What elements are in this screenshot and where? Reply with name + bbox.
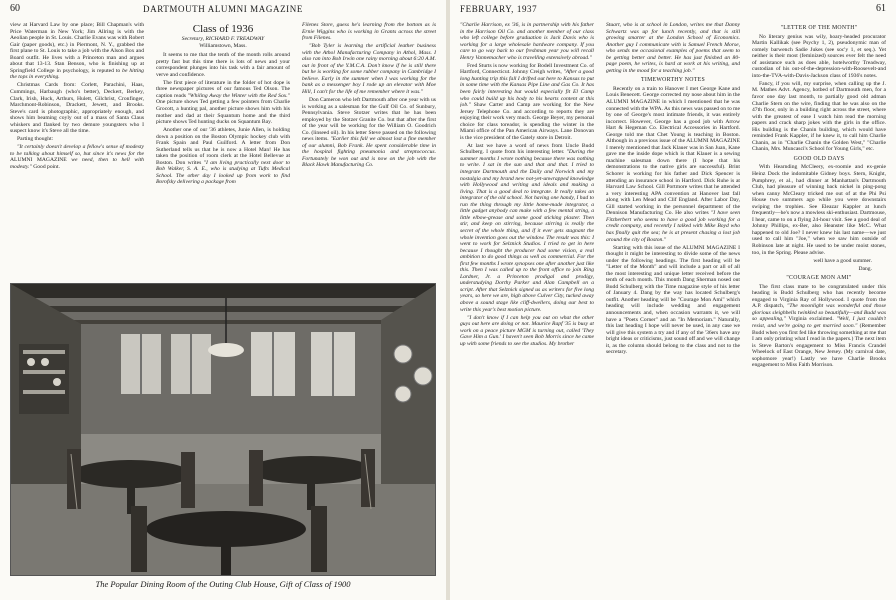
paragraph: Starting with this issue of the ALUMNI MAGAZINE I thought it might be interesting to divide some of the news under the following headings. The first heading will be "Letter of the Month" and will include a part or all of all the most interesting and unique letter received before the tenth of each month. This month Dang Sherman nosed out Budd Schulberg with the Time magazine style of his letter of January 4. Dang by the way has located Schulberg's outfit. Another heading will be "Courage Mon Ami" which heading will include wedding and engagement announcements and, when occasion warrants it, we will have a "Poets Corner" and an "In Memoriam." Naturally, this last heading I hope will never be used, in any case we will give this system a try and if any of the '36ers have any bright ideas or criticisms, just sound off and we will change it, as the column should belong to the class and not to the secretary.	[606, 244, 740, 356]
text: The first piece of literature in the folder of hot dope is three newspaper pictures of our famous Ted Olson. The caption reads	[156, 79, 290, 99]
left-running-head: DARTMOUTH ALUMNI MAGAZINE	[143, 4, 303, 14]
photo-caption: The Popular Dining Room of the Outing Club House, Gift of Class of 1900	[95, 579, 351, 589]
secretary-byline: Secretary, RICHARD F. TREADWAY	[181, 36, 265, 42]
text-italic: be hitting the tops in everything.	[10, 67, 144, 81]
text-italic: "Bob Tyler is learning the artificial leather business with the Athol Manufacturing Company in Athol, Mass. I also ran into Bob Irwin one rainy morning about 6:20 A.M. out in front of the Y.M.C.A. Don't know if he is still there but he is working for some rubber company in Cambridge I believe. Early in the summer when I was working for the bank as a messenger boy I rode up an elevator with Moe Hill, I can't for the life of me remember where it was."	[302, 43, 436, 95]
text: Virginia exclaimed.	[788, 316, 834, 323]
text-italic: "I am living practically next door to Bob Walker, S. A. E., who is studying at Tufts Medical School. The other day I looked up from work to find Borofsky delivering a package from	[156, 159, 290, 186]
text: One picture shows Ted getting a few pointers from Charlie Grocott, a hunting pal, another picture shows him with his mother and dad at their Squantum home and the third picture shows Ted hunting ducks on Squantum Bay.	[156, 99, 290, 126]
text: Don Cameron who left Dartmouth after one year with us is working as a salesman for the Gulf Oil Co. of Sunbury, Pennsylvania. Steve Stotzer writes that he has been employed by the Stotzer Granite Co. but that after the first of the year will be working for the William O. Goodrich Co. (linseed oil). In his letter Steve passed on the following news items.	[302, 97, 436, 143]
right-page	[450, 0, 896, 600]
left-page-number: 60	[10, 3, 20, 14]
secretary-address: Williamstown, Mass.	[199, 42, 247, 49]
dining-room-photo	[10, 283, 436, 576]
text-italic: "I don't know if I can help you out on what the other guys out here are doing or not. Maurice Rapf '35 is busy at work on a peace picture MGM is turning out, called 'They Gave Him a Gun.' I haven't seen Bob Morris since he came up with some friends to see the studios. My brother	[460, 314, 594, 347]
text-italic: "Charlie Harrison, ex '36, is in partnership with his father in the Harrison Oil Co. and another member of our class who left college before graduation is Jack Davis who is working for a large wholesale hardware company. If you care to go way back to our freshman year you will recall Henry Vannemacher who is travelling extensively abroad."	[460, 22, 594, 61]
text: At last we have a word of news from Uncle Budd Schulberg. I quote from his interesting letter.	[460, 142, 594, 156]
paragraph: With Hearnding McCleery, ex-roomie and ex-genie Heinz Dock the indomitable Gidney boys. Stern, Knight, Pumphrey, et al., had dinner at Manhattan's Dartmouth Club, had pleasure of winning back nickel in ping-pong when canny McCleary tricked me out of at the Phi Psi House two summers ago while you were downstairs swiping the trophies. See Eleazar Kappler at lunch frequently—he's now a mowless ski-enthusiast. Dartmouse, I hear, came to on a flying 24-hour visit. See a good deal of Johnny Phillips, ex-Ber, also Heanster like McC. What happened to old Joe? I never knew his last name—we just used to call him "Joe," when we saw him outside of Robinson late at night. He used to be under moist stones, too, in the Spring. Please advise.	[752, 164, 886, 256]
text-italic: "It certainly doesn't develop a fellow's sense of modesty to be talking about himself so, but since it's news for the	[10, 144, 144, 157]
paragraph: Christmas Cards from: Corlett, Parachini, Haas, Cummings, Harbaugh (who's better), Deckert, Berkey, Clark, Irish, Huck, Arthurs, Hulett, Gilchrist, Cronfinger, Marchmont-Robinson, Drackett, Jewett, and Brooks. Steve's card is photographic, appropriately enough, and shows him beaming coyly out of a mass of Santa Claus whiskers and flanked by two demure youngsters who I suspect know it's Steve all the time.	[10, 82, 144, 135]
text: Another one of our '36 athletes, Junie Allen, is holding down a position on the Boston Olympic hockey club with Frank Spain and Paul Guilford. A letter from Don Sutherland tells us that he is now a Hotel Man! He has taken the position of room clerk at the Hotel Bellevue at Boston. Don writes	[156, 127, 290, 166]
paragraph: Fancy, if you will, my surprise, when calling up the J. M. Mathes Advt. Agency, hotbed of Dartmouth men, for a favor one day last month, to partially good old adman Charlie Stern on the wire, finding that he was also on the 47th floor, only in a building right across the street, where with the greatest of ease I watch him read the morning papers and crack sharp jokes with the girls in the office. His building is the Chanin building, which would have reminded Frank Kappler, if he knew it, to call him Charlie Chanin, as in "Charlie Chanin the Golden West," "Charlie Chanin, Mrs. Muncasci's School for Young Girls," etc.	[752, 80, 886, 153]
text-italic: "Whiling Away the Winter with the Red Sox."	[187, 92, 290, 99]
right-column-3	[752, 22, 886, 596]
text-italic: "I have seen Fitzherbert who seems to have a good job working for a credit company, and recently I talked with Mike Boyd who has finally quit the sea; he is at present chasing a lost job around the city of Boston."	[606, 210, 740, 243]
paragraph: It seems to me that the tenth of the month rolls around pretty fast but this time there is lots of news and your correspondent plunges into his task with a fair amount of verve and confidence.	[156, 52, 290, 78]
text-italic: we need, then to hell with modesty."	[10, 157, 144, 170]
text: Shaw Carter and Camp are working for the New Jersey Telephone Co. and according to reports they are enjoying their work very much. George Beyer, my personal choice for class toreador, is spending the winter in the Miami office of the Pan American Airways. Lane Donovan is the vice president of the Gately store in Detroit.	[460, 102, 594, 141]
text-italic: "During the summer months I wrote nothing because there was nothing to write. I sat in the sun and that and that. I tried to integrate Dartmouth and the Daily and Norwich and my nostalgia and my brand new not-yet-unwrapped knowledge with Hollywood and writing and ideals and making a living. That is a good deal to integrate. It really takes an integrator of the old school. Not having one handy, I had to run the thing through my little home-made integrator, a little gadget anybody can make with a few mental string, a little elbow-grease and some good sticking plaster. Then stir, and keep on stirring, because stirring is really the secret of the whole thing, and if it ever gets stagnant the whole invention goes out the window. The result was this: I went to work for Selznick Studios. I tried to get in here because I thought the producer had some vision, a real ambition to do good things as well as commercial. For the first few months I wrote synopses one after another just like this. Then I was called up to the front office to join Ring Lardner, Jr. a Princeton prodigal and prodigy, understudying Dorthy Parker and Alan Campbell on a script. After that Selznick signed us as writers for five long years, so here we are, high above Culver City, tucked away above a sound stage like cliff-dwellers, doing our best to write this year's best motion picture.	[460, 149, 594, 313]
right-column-2	[606, 22, 740, 596]
class-heading: Class of 1936	[192, 23, 254, 35]
text: ALUMNI MAGAZINE	[10, 157, 67, 164]
text: Fred Sturts is now working for Bodell Investment Co. of Hartford, Connecticut. Johnny Creigh writes,	[460, 62, 594, 76]
text-italic: "Well, I just couldn't resist, and we're going to get married soon."	[752, 316, 886, 330]
left-column-2	[156, 22, 290, 280]
signature: Dang.	[858, 265, 872, 272]
text: view at Harvard Law by one place; Bill Chapman's with Price Waterman in New York; Jim Allring is with the Aeolian people in St. Louis. Charlie Evans was with Robert Gair (paper goods), etc.) in Piermont, N. Y., grabbed the first plane to St. Louis to take a job with the Alson Box and Board outfit. He lives with a Princeton man and argues about that 13-13. Stan Benson, who is finishing up at Springfield College in psychology, is reputed to	[10, 22, 144, 74]
paragraph: No literary genius was wily, hoary-headed procurator Martin Kallikak (see Psychy 1, 2), pseudonymic man of comely barwench Sadie Jukes (see soc'y 1, et seq.). Yet neither is their most (feminized) sources ever felt the need of assistance such as does able, hotelworthy Treadway, custodian of his out-of-the-depression-with-Roosevelt-and into-the-TVA-with-Davis-Jackson class of 1936's notes.	[752, 33, 886, 79]
section-heading-timeworthy-notes: TIMEWORTHY NOTES	[641, 77, 705, 84]
text-italic: Filenes Store, guess he's learning from the bottom as is Ernie Wiggins who is working in Grants across the street from Filenes.	[302, 22, 436, 42]
text: Recently on a train to Hanover I met George Kane and Louis Benecett. George corrected my nose about him in the ALUMNI MAGAZINE in which I mentioned that he was connected with the WPA. As this news was passed on to me by one of George's most intimate friends, it was entirely incorrect. However, George has a good job with Arrow Hart & Hegeman Co. Electrical Accessories in Hartford. George told me that Chet Young is teaching in Boston. Although in a previous issue of the ALUMNI MAGAZINE I merely mentioned that Jack Klauer was in San Juan, Kane gave me the inside dope which is that Klauer is a sewing machine salesman down there (I hope that his demonstrations to the native girls are successful). Brint Schorer is working for his father and Dick Spencer is attending an insurance school in Hartford. Dick Ruhe is at Harvard Law School. Gill Portmore writes that he attended a very interesting APA convention at Hanover last fall along with Len Mead and Clif England. After Labor Day, Gill started working in the personnel department of the Dennison Manufacturing Co. He also writes	[606, 85, 740, 217]
text: The first class mate to be congratulated under this heading is Budd Schulberg who has recently become engaged to Virginia Ray of Hollywood. I quote from the A.P. dispatch,	[752, 283, 886, 310]
dining-room-illustration	[11, 284, 436, 576]
signoff-line: well have a good summer.	[813, 257, 872, 264]
section-heading-letter-of-the-month: "LETTER OF THE MONTH"	[780, 25, 858, 31]
left-column-3	[302, 22, 436, 280]
text: (Remember Budd when you first fed like throwing something at me that I am only printing what I read in the papers.) The next item is Steve Barton's engagement to Miss Francis Crandel Wheelock of East Orange, New Jersey. (My carnival date, sophomore year!) Lastly we have Charlie Brooks engagement to Miss Faith Morrison.	[752, 323, 886, 369]
section-heading-good-old-days: GOOD OLD DAYS	[793, 155, 845, 162]
right-column-1	[460, 22, 594, 596]
left-page	[0, 0, 446, 600]
text-italic: "After a good long hunting trip this fall I drifted out here to Kansas to put in some time with the Kansas Pipe Line and Gas Co. It has been fairly interesting but would especially fit El Camp who could build up his body to his hearts content at this job."	[460, 69, 594, 109]
text-italic: "Earlier this fall we almost lost a fine member of our alumni, Bob Frank. He spent considerable time in the hospital fighting pneumonia and streptococcus. Fortunately he won out and is now on the job with the Black Hawk Manufacturing Co.	[302, 136, 436, 169]
text-italic: Stuart, who is at school in London, writes me that Danny Schwartz was up for lunch recently, and that is still growing smarter at the London School of Economics. Another guy I communicate with is Samuel French Morse, who sends me occasional examples of poems that seem to be getting better and better. He has just finished an 80-page poem, he writes, is hard at work at his writing, and getting in the mood for a teaching job."	[606, 22, 740, 74]
section-heading-courage-mon-ami: "COURAGE MON AMI"	[786, 275, 852, 282]
text-italic: "The moonlight was wonderful and those glorious sleighbells twinkled so beautifully—and Budd was so appealing,"	[752, 303, 886, 323]
paragraph: Parting thought:	[17, 136, 54, 143]
text: Good point.	[33, 163, 60, 170]
left-column-1	[10, 22, 144, 280]
right-running-head: FEBRUARY, 1937	[460, 4, 538, 14]
right-page-number: 61	[876, 3, 886, 14]
